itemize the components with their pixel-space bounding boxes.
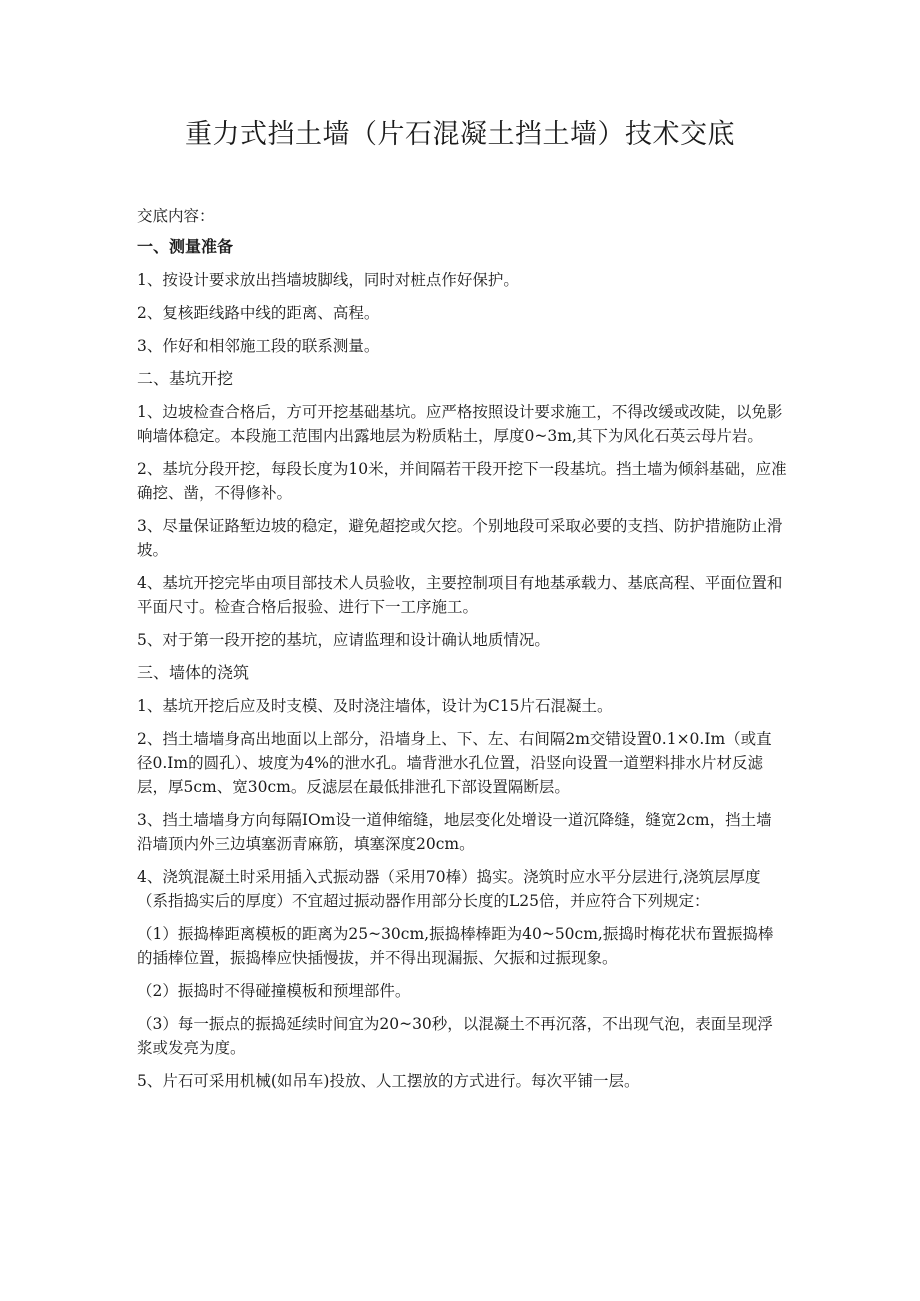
paragraph: 1、按设计要求放出挡墙坡脚线，同时对桩点作好保护。 bbox=[137, 271, 519, 289]
paragraph: 1、基坑开挖后应及时支模、及时浇注墙体，设计为C15片石混凝土。 bbox=[137, 697, 613, 715]
section-heading-pouring: 三、墙体的浇筑 bbox=[137, 663, 250, 682]
paragraph: 2、复核距线路中线的距离、高程。 bbox=[137, 304, 380, 322]
paragraph: 2、挡土墙墙身高出地面以上部分，沿墙身上、下、左、右间隔2m交错设置0.1×0.Im（或直径0.Im的圆孔）、坡度为4%的泄水孔。墙背泄水孔位置，沿竖向设置一道塑料排水片材反滤层，厚5cm、宽30cm。反滤层在最低排泄孔下部设置隔断层。 bbox=[137, 730, 772, 796]
paragraph: 5、片石可采用机械(如吊车)投放、人工摆放的方式进行。每次平铺一层。 bbox=[137, 1072, 640, 1090]
paragraph: （1）振捣棒距离模板的距离为25~30cm,振捣棒棒距为40~50cm,振捣时梅花状布置振捣棒的插棒位置，振捣棒应快插慢拔，并不得出现漏振、欠振和过振现象。 bbox=[137, 925, 774, 967]
paragraph: 5、对于第一段开挖的基坑，应请监理和设计确认地质情况。 bbox=[137, 631, 550, 649]
paragraph: 2、基坑分段开挖，每段长度为10米，并间隔若干段开挖下一段基坑。挡土墙为倾斜基础，应准确挖、凿，不得修补。 bbox=[137, 460, 787, 502]
document-title: 重力式挡土墙（片石混凝土挡土墙）技术交底 bbox=[185, 119, 735, 150]
paragraph: 4、基坑开挖完毕由项目部技术人员验收，主要控制项目有地基承载力、基底高程、平面位置和平面尺寸。检查合格后报验、进行下一工序施工。 bbox=[137, 574, 783, 616]
paragraph: （2）振捣时不得碰撞模板和预埋部件。 bbox=[137, 982, 411, 1000]
intro-label: 交底内容： bbox=[137, 207, 215, 225]
paragraph: 4、浇筑混凝土时采用插入式振动器（采用70棒）捣实。浇筑时应水平分层进行,浇筑层厚度（系指捣实后的厚度）不宜超过振动器作用部分长度的L25倍，并应符合下列规定： bbox=[137, 868, 761, 910]
section-heading-survey: 一、测量准备 bbox=[137, 237, 234, 256]
paragraph: 3、尽量保证路堑边坡的稳定，避免超挖或欠挖。个别地段可采取必要的支挡、防护措施防止滑坡。 bbox=[137, 517, 783, 559]
paragraph: 1、边坡检查合格后，方可开挖基础基坑。应严格按照设计要求施工，不得改缓或改陡，以免影响墙体稳定。本段施工范围内出露地层为粉质粘土，厚度0~3m,其下为风化石英云母片岩。 bbox=[137, 403, 783, 445]
paragraph: 3、作好和相邻施工段的联系测量。 bbox=[137, 337, 380, 355]
paragraph: （3）每一振点的振捣延续时间宜为20~30秒，以混凝土不再沉落，不出现气泡，表面呈现浮浆或发亮为度。 bbox=[137, 1015, 773, 1057]
document-body bbox=[137, 204, 787, 1102]
section-heading-excavation: 二、基坑开挖 bbox=[137, 369, 234, 388]
paragraph: 3、挡土墙墙身方向每隔IOm设一道伸缩缝，地层变化处增设一道沉降缝，缝宽2cm，挡土墙沿墙顶内外三边填塞沥青麻筋，填塞深度20cm。 bbox=[137, 811, 772, 853]
